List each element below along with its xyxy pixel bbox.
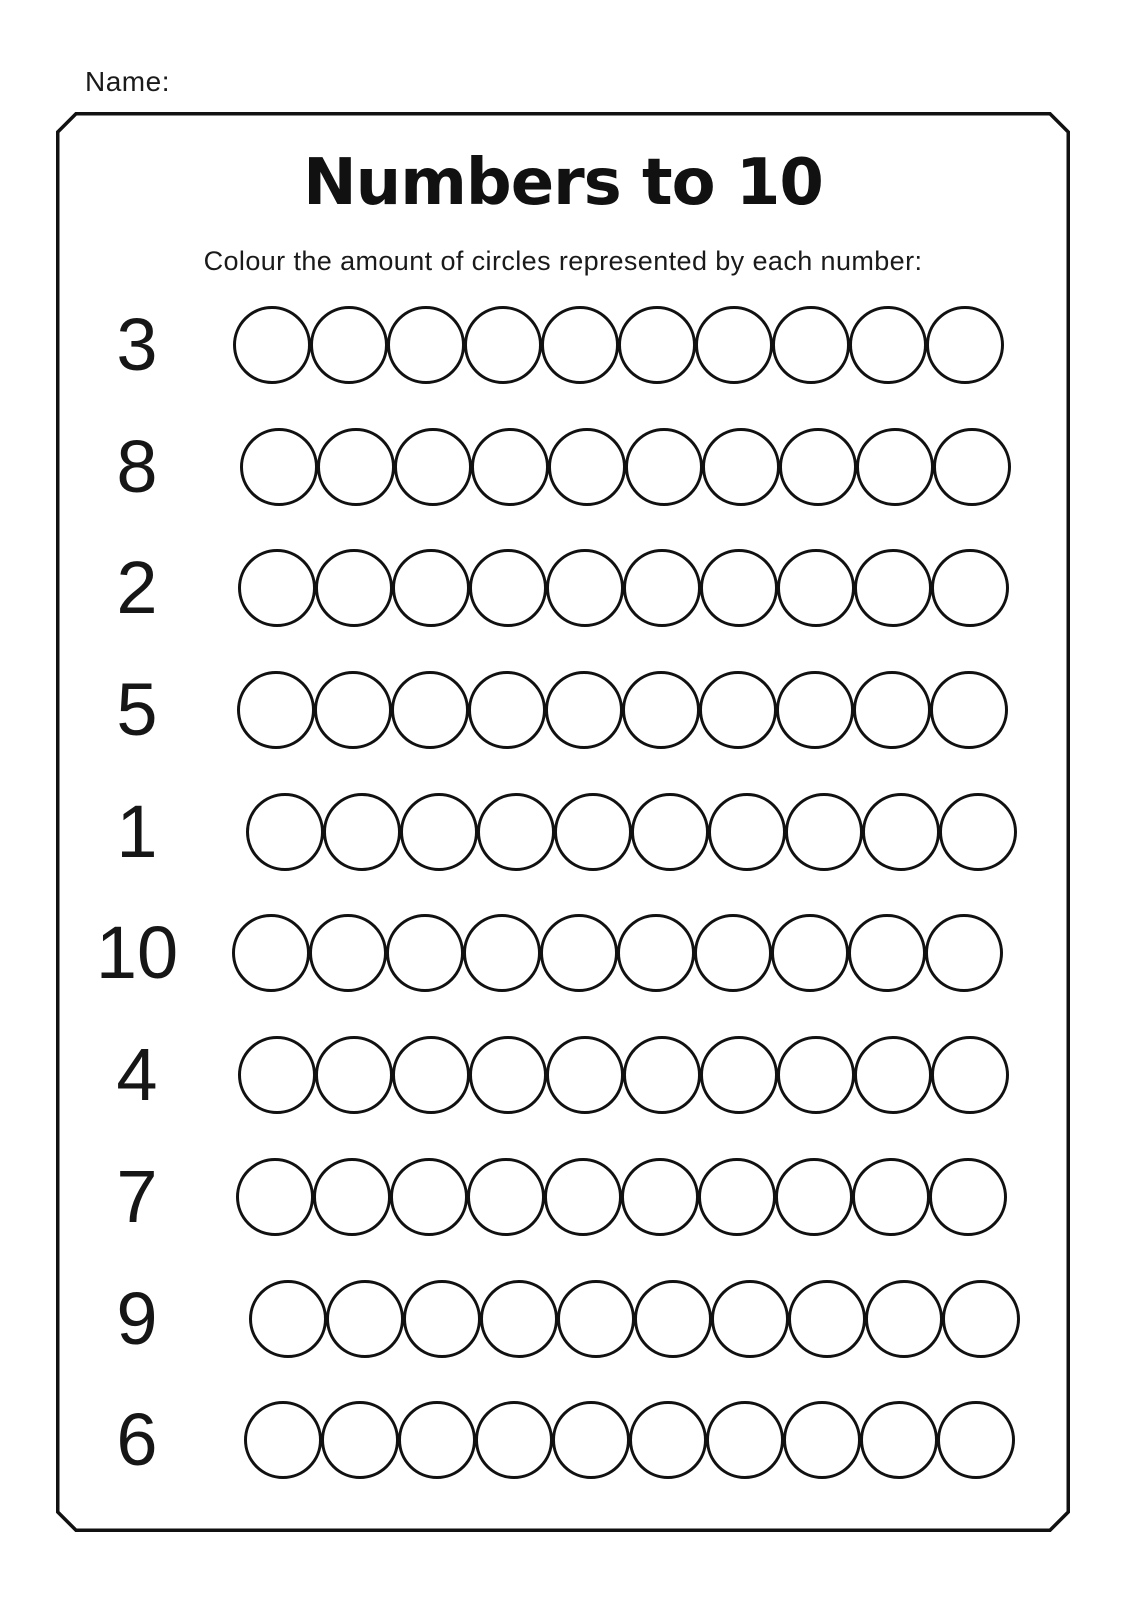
colorable-circle[interactable]: [238, 1036, 316, 1114]
colorable-circle[interactable]: [777, 1036, 855, 1114]
number-row: [56, 424, 1070, 508]
colorable-circle[interactable]: [238, 549, 316, 627]
colorable-circle[interactable]: [618, 306, 696, 384]
colorable-circle[interactable]: [708, 793, 786, 871]
colorable-circle[interactable]: [775, 1158, 853, 1236]
circle-group: [233, 306, 1004, 384]
number-row: [56, 789, 1070, 873]
colorable-circle[interactable]: [694, 914, 772, 992]
row-number: 7: [116, 1154, 158, 1238]
colorable-circle[interactable]: [629, 1401, 707, 1479]
colorable-circle[interactable]: [240, 428, 318, 506]
number-row: [56, 546, 1070, 630]
colorable-circle[interactable]: [464, 306, 542, 384]
instruction-text: Colour the amount of circles represented by each number:: [203, 246, 923, 276]
colorable-circle[interactable]: [706, 1401, 784, 1479]
colorable-circle[interactable]: [477, 793, 555, 871]
colorable-circle[interactable]: [554, 793, 632, 871]
colorable-circle[interactable]: [772, 306, 850, 384]
colorable-circle[interactable]: [480, 1280, 558, 1358]
circle-group: [232, 914, 1003, 992]
colorable-circle[interactable]: [233, 306, 311, 384]
colorable-circle[interactable]: [552, 1401, 630, 1479]
colorable-circle[interactable]: [244, 1401, 322, 1479]
colorable-circle[interactable]: [942, 1280, 1020, 1358]
colorable-circle[interactable]: [403, 1280, 481, 1358]
colorable-circle[interactable]: [546, 1036, 624, 1114]
number-row: [56, 1154, 1070, 1238]
colorable-circle[interactable]: [545, 671, 623, 749]
colorable-circle[interactable]: [860, 1401, 938, 1479]
colorable-circle[interactable]: [544, 1158, 622, 1236]
number-row: [56, 1276, 1070, 1360]
colorable-circle[interactable]: [546, 549, 624, 627]
colorable-circle[interactable]: [939, 793, 1017, 871]
colorable-circle[interactable]: [391, 671, 469, 749]
row-number: 6: [116, 1398, 158, 1482]
circle-group: [249, 1280, 1020, 1358]
colorable-circle[interactable]: [469, 1036, 547, 1114]
colorable-circle[interactable]: [856, 428, 934, 506]
colorable-circle[interactable]: [631, 793, 709, 871]
colorable-circle[interactable]: [700, 1036, 778, 1114]
colorable-circle[interactable]: [929, 1158, 1007, 1236]
colorable-circle[interactable]: [711, 1280, 789, 1358]
colorable-circle[interactable]: [925, 914, 1003, 992]
circle-group: [237, 671, 1008, 749]
name-label: Name:: [85, 66, 170, 97]
colorable-circle[interactable]: [390, 1158, 468, 1236]
colorable-circle[interactable]: [862, 793, 940, 871]
colorable-circle[interactable]: [467, 1158, 545, 1236]
colorable-circle[interactable]: [236, 1158, 314, 1236]
colorable-circle[interactable]: [392, 549, 470, 627]
number-row: [56, 1398, 1070, 1482]
colorable-circle[interactable]: [702, 428, 780, 506]
colorable-circle[interactable]: [326, 1280, 404, 1358]
colorable-circle[interactable]: [771, 914, 849, 992]
row-number: 4: [116, 1033, 158, 1117]
colorable-circle[interactable]: [622, 671, 700, 749]
colorable-circle[interactable]: [392, 1036, 470, 1114]
colorable-circle[interactable]: [854, 1036, 932, 1114]
colorable-circle[interactable]: [625, 428, 703, 506]
circle-group: [244, 1401, 1015, 1479]
colorable-circle[interactable]: [386, 914, 464, 992]
colorable-circle[interactable]: [933, 428, 1011, 506]
circle-group: [236, 1158, 1007, 1236]
row-number: 10: [95, 911, 179, 995]
colorable-circle[interactable]: [394, 428, 472, 506]
number-row: [56, 303, 1070, 386]
colorable-circle[interactable]: [788, 1280, 866, 1358]
colorable-circle[interactable]: [931, 1036, 1009, 1114]
circle-group: [246, 793, 1017, 871]
colorable-circle[interactable]: [776, 671, 854, 749]
colorable-circle[interactable]: [930, 671, 1008, 749]
colorable-circle[interactable]: [323, 793, 401, 871]
colorable-circle[interactable]: [315, 1036, 393, 1114]
colorable-circle[interactable]: [783, 1401, 861, 1479]
colorable-circle[interactable]: [695, 306, 773, 384]
colorable-circle[interactable]: [777, 549, 855, 627]
colorable-circle[interactable]: [249, 1280, 327, 1358]
colorable-circle[interactable]: [937, 1401, 1015, 1479]
colorable-circle[interactable]: [321, 1401, 399, 1479]
colorable-circle[interactable]: [310, 306, 388, 384]
colorable-circle[interactable]: [852, 1158, 930, 1236]
row-number: 5: [116, 668, 158, 752]
colorable-circle[interactable]: [548, 428, 626, 506]
circle-group: [238, 1036, 1009, 1114]
row-number: 8: [116, 424, 158, 508]
colorable-circle[interactable]: [463, 914, 541, 992]
colorable-circle[interactable]: [232, 914, 310, 992]
colorable-circle[interactable]: [315, 549, 393, 627]
page-title: Numbers to 10: [303, 146, 823, 220]
colorable-circle[interactable]: [779, 428, 857, 506]
colorable-circle[interactable]: [699, 671, 777, 749]
colorable-circle[interactable]: [931, 549, 1009, 627]
circle-group: [240, 428, 1011, 506]
number-row: [56, 668, 1070, 752]
colorable-circle[interactable]: [314, 671, 392, 749]
colorable-circle[interactable]: [471, 428, 549, 506]
colorable-circle[interactable]: [469, 549, 547, 627]
colorable-circle[interactable]: [854, 549, 932, 627]
colorable-circle[interactable]: [557, 1280, 635, 1358]
number-rows: [56, 303, 1070, 1482]
number-row: [56, 1033, 1070, 1117]
colorable-circle[interactable]: [853, 671, 931, 749]
colorable-circle[interactable]: [398, 1401, 476, 1479]
colorable-circle[interactable]: [317, 428, 395, 506]
colorable-circle[interactable]: [698, 1158, 776, 1236]
colorable-circle[interactable]: [617, 914, 695, 992]
number-row: [56, 911, 1070, 995]
row-number: 9: [116, 1276, 158, 1360]
colorable-circle[interactable]: [865, 1280, 943, 1358]
circle-group: [238, 549, 1009, 627]
colorable-circle[interactable]: [623, 1036, 701, 1114]
colorable-circle[interactable]: [926, 306, 1004, 384]
colorable-circle[interactable]: [848, 914, 926, 992]
colorable-circle[interactable]: [849, 306, 927, 384]
colorable-circle[interactable]: [237, 671, 315, 749]
colorable-circle[interactable]: [785, 793, 863, 871]
colorable-circle[interactable]: [621, 1158, 699, 1236]
row-number: 1: [116, 789, 158, 873]
colorable-circle[interactable]: [400, 793, 478, 871]
colorable-circle[interactable]: [540, 914, 618, 992]
colorable-circle[interactable]: [246, 793, 324, 871]
colorable-circle[interactable]: [475, 1401, 553, 1479]
colorable-circle[interactable]: [309, 914, 387, 992]
colorable-circle[interactable]: [468, 671, 546, 749]
colorable-circle[interactable]: [634, 1280, 712, 1358]
colorable-circle[interactable]: [387, 306, 465, 384]
colorable-circle[interactable]: [623, 549, 701, 627]
colorable-circle[interactable]: [700, 549, 778, 627]
colorable-circle[interactable]: [313, 1158, 391, 1236]
colorable-circle[interactable]: [541, 306, 619, 384]
row-number: 3: [116, 303, 158, 386]
row-number: 2: [116, 546, 158, 630]
